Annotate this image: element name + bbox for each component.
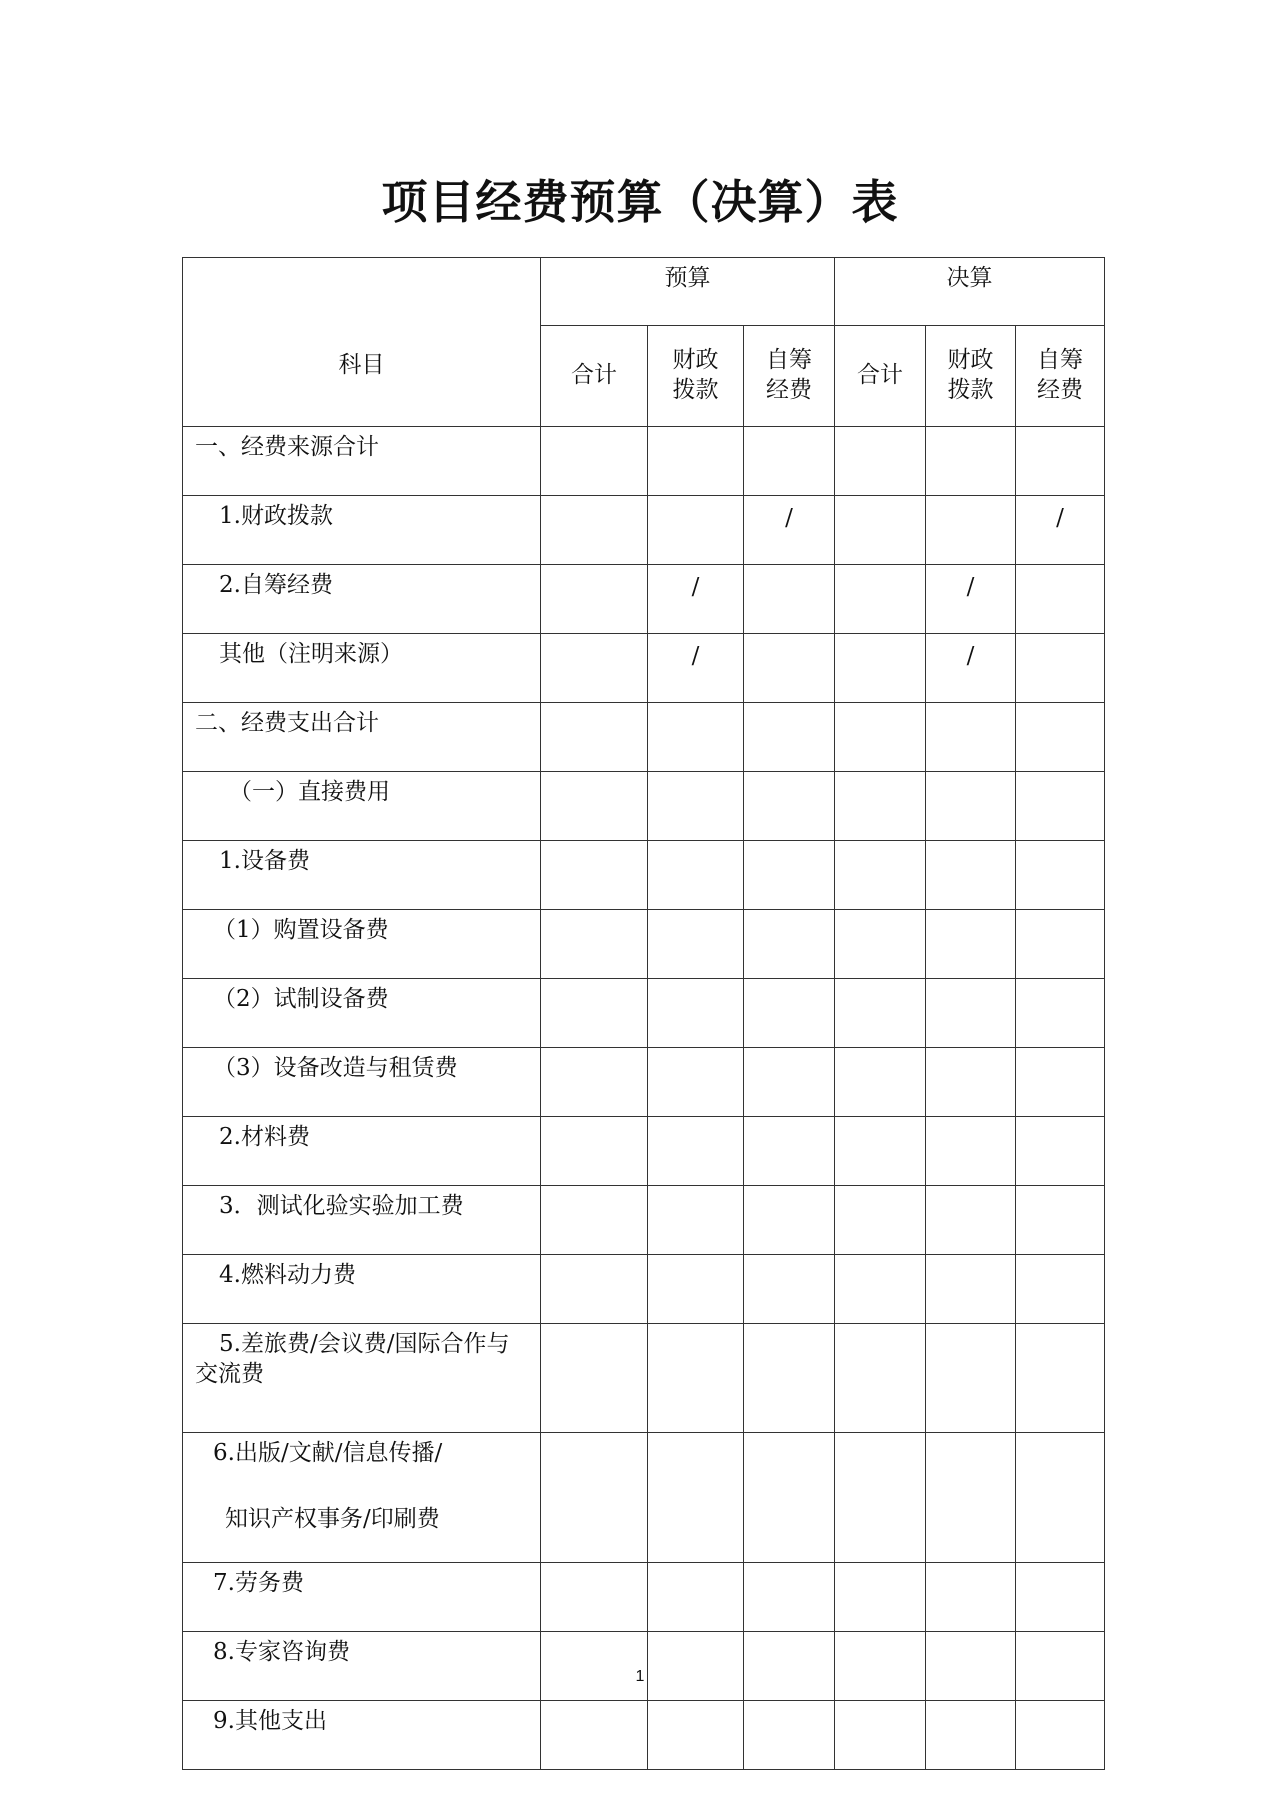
header-budget-total: 合计 xyxy=(541,326,648,427)
cell-input[interactable] xyxy=(541,1701,648,1770)
cell-input[interactable] xyxy=(648,1632,744,1701)
cell-input[interactable] xyxy=(1016,1117,1105,1186)
cell-input[interactable] xyxy=(541,496,648,565)
cell-input[interactable] xyxy=(835,634,926,703)
cell-input[interactable] xyxy=(926,1048,1016,1117)
cell-input[interactable] xyxy=(744,703,835,772)
header-budget-self: 自筹 经费 xyxy=(744,326,835,427)
row-label: 3．测试化验实验加工费 xyxy=(183,1186,541,1255)
row-label: 5.差旅费/会议费/国际合作与交流费 xyxy=(183,1324,541,1433)
cell-input[interactable] xyxy=(648,841,744,910)
row-label: （一）直接费用 xyxy=(183,772,541,841)
header-final-self: 自筹 经费 xyxy=(1016,326,1105,427)
cell-input[interactable] xyxy=(744,772,835,841)
table-row xyxy=(183,1563,1105,1632)
row-label: 7.劳务费 xyxy=(183,1563,541,1632)
cell-input[interactable] xyxy=(648,1433,744,1563)
row-label: （3）设备改造与租赁费 xyxy=(183,1048,541,1117)
row-label xyxy=(183,1433,541,1563)
page-title: 项目经费预算（决算）表 xyxy=(381,175,899,229)
header-subject: 科目 xyxy=(183,258,541,427)
cell-input[interactable] xyxy=(835,772,926,841)
header-budget-fiscal: 财政 拨款 xyxy=(648,326,744,427)
table-row xyxy=(183,1117,1105,1186)
cell-input[interactable] xyxy=(835,1048,926,1117)
cell-input[interactable] xyxy=(835,841,926,910)
cell-input[interactable] xyxy=(1016,1186,1105,1255)
cell-input[interactable] xyxy=(648,1324,744,1433)
row-label: 一、经费来源合计 xyxy=(183,427,541,496)
cell-input[interactable] xyxy=(1016,910,1105,979)
cell-input[interactable] xyxy=(744,841,835,910)
table-row xyxy=(183,1701,1105,1770)
cell-input[interactable] xyxy=(744,1324,835,1433)
cell-na-mark: / xyxy=(744,496,835,565)
row-label: 其他（注明来源） xyxy=(183,634,541,703)
cell-input[interactable] xyxy=(648,910,744,979)
table-row xyxy=(183,634,1105,703)
cell-input[interactable] xyxy=(926,1255,1016,1324)
cell-input[interactable] xyxy=(541,1186,648,1255)
cell-input[interactable] xyxy=(926,1701,1016,1770)
cell-input[interactable] xyxy=(926,1117,1016,1186)
cell-input[interactable] xyxy=(1016,1701,1105,1770)
cell-input[interactable] xyxy=(541,703,648,772)
row-label: （2）试制设备费 xyxy=(183,979,541,1048)
table-row xyxy=(183,1433,1105,1563)
row-label-line1: 6.出版/文献/信息传播/ xyxy=(213,1440,443,1466)
table-row xyxy=(183,496,1105,565)
cell-input[interactable] xyxy=(541,1255,648,1324)
table-row xyxy=(183,427,1105,496)
cell-input[interactable] xyxy=(1016,1255,1105,1324)
cell-input[interactable] xyxy=(744,634,835,703)
cell-input[interactable] xyxy=(648,1048,744,1117)
cell-input[interactable] xyxy=(1016,1563,1105,1632)
cell-input[interactable] xyxy=(541,1433,648,1563)
cell-input[interactable] xyxy=(744,910,835,979)
cell-input[interactable] xyxy=(835,1632,926,1701)
row-label: 1.设备费 xyxy=(183,841,541,910)
cell-na-mark: / xyxy=(1016,496,1105,565)
cell-input[interactable] xyxy=(648,427,744,496)
page-number: 1 xyxy=(635,1668,645,1685)
cell-input[interactable] xyxy=(835,1433,926,1563)
cell-input[interactable] xyxy=(835,910,926,979)
cell-input[interactable] xyxy=(541,979,648,1048)
cell-input[interactable] xyxy=(835,1563,926,1632)
row-label: 2.自筹经费 xyxy=(183,565,541,634)
cell-input[interactable] xyxy=(835,1701,926,1770)
cell-input[interactable] xyxy=(541,565,648,634)
cell-input[interactable] xyxy=(926,1186,1016,1255)
cell-input[interactable] xyxy=(1016,427,1105,496)
cell-input[interactable] xyxy=(926,910,1016,979)
cell-input[interactable] xyxy=(541,1632,648,1701)
cell-input[interactable] xyxy=(835,979,926,1048)
table-row xyxy=(183,1048,1105,1117)
table-row xyxy=(183,703,1105,772)
cell-input[interactable] xyxy=(835,703,926,772)
cell-input[interactable] xyxy=(835,427,926,496)
row-label: 4.燃料动力费 xyxy=(183,1255,541,1324)
cell-input[interactable] xyxy=(744,1048,835,1117)
table-row xyxy=(183,772,1105,841)
cell-input[interactable] xyxy=(1016,634,1105,703)
header-final-total: 合计 xyxy=(835,326,926,427)
cell-input[interactable] xyxy=(541,910,648,979)
cell-input[interactable] xyxy=(926,1563,1016,1632)
cell-input[interactable] xyxy=(926,427,1016,496)
cell-input[interactable] xyxy=(744,979,835,1048)
header-budget: 预算 xyxy=(541,258,835,326)
cell-input[interactable] xyxy=(1016,841,1105,910)
cell-input[interactable] xyxy=(648,1701,744,1770)
table-row xyxy=(183,565,1105,634)
cell-input[interactable] xyxy=(835,1117,926,1186)
cell-input[interactable] xyxy=(835,496,926,565)
cell-na-mark: / xyxy=(648,565,744,634)
cell-input[interactable] xyxy=(541,1563,648,1632)
cell-input[interactable] xyxy=(1016,1048,1105,1117)
cell-input[interactable] xyxy=(648,1186,744,1255)
cell-input[interactable] xyxy=(926,1324,1016,1433)
cell-input[interactable] xyxy=(648,979,744,1048)
cell-input[interactable] xyxy=(926,1632,1016,1701)
header-final: 决算 xyxy=(835,258,1105,326)
cell-input[interactable] xyxy=(926,496,1016,565)
cell-na-mark: / xyxy=(648,634,744,703)
table-row xyxy=(183,1186,1105,1255)
cell-input[interactable] xyxy=(648,1255,744,1324)
cell-input[interactable] xyxy=(926,1433,1016,1563)
cell-input[interactable] xyxy=(541,427,648,496)
cell-input[interactable] xyxy=(1016,772,1105,841)
cell-input[interactable] xyxy=(541,841,648,910)
cell-input[interactable] xyxy=(648,772,744,841)
cell-input[interactable] xyxy=(1016,979,1105,1048)
cell-input[interactable] xyxy=(541,772,648,841)
cell-input[interactable] xyxy=(1016,1324,1105,1433)
cell-input[interactable] xyxy=(1016,1433,1105,1563)
cell-input[interactable] xyxy=(1016,565,1105,634)
cell-input[interactable] xyxy=(744,565,835,634)
cell-input[interactable] xyxy=(926,703,1016,772)
table-row xyxy=(183,841,1105,910)
cell-input[interactable] xyxy=(744,1255,835,1324)
row-label: （1）购置设备费 xyxy=(183,910,541,979)
table-row xyxy=(183,979,1105,1048)
cell-input[interactable] xyxy=(744,427,835,496)
row-label: 2.材料费 xyxy=(183,1117,541,1186)
cell-input[interactable] xyxy=(835,565,926,634)
cell-input[interactable] xyxy=(744,1632,835,1701)
cell-input[interactable] xyxy=(744,1433,835,1563)
table-row xyxy=(183,1632,1105,1701)
cell-input[interactable] xyxy=(648,1117,744,1186)
cell-input[interactable] xyxy=(648,1563,744,1632)
cell-input[interactable] xyxy=(835,1324,926,1433)
cell-input[interactable] xyxy=(541,1048,648,1117)
row-label: 二、经费支出合计 xyxy=(183,703,541,772)
row-label: 8.专家咨询费 xyxy=(183,1632,541,1701)
cell-input[interactable] xyxy=(648,496,744,565)
header-final-fiscal: 财政 拨款 xyxy=(926,326,1016,427)
cell-input[interactable] xyxy=(541,634,648,703)
table-row xyxy=(183,1255,1105,1324)
cell-input[interactable] xyxy=(835,1255,926,1324)
cell-input[interactable] xyxy=(1016,1632,1105,1701)
cell-input[interactable] xyxy=(1016,703,1105,772)
cell-input[interactable] xyxy=(648,703,744,772)
cell-input[interactable] xyxy=(541,1117,648,1186)
cell-input[interactable] xyxy=(926,772,1016,841)
cell-input[interactable] xyxy=(744,1701,835,1770)
row-label-line2: 知识产权事务/印刷费 xyxy=(225,1505,440,1532)
cell-input[interactable] xyxy=(835,1186,926,1255)
cell-input[interactable] xyxy=(541,1324,648,1433)
cell-input[interactable] xyxy=(926,979,1016,1048)
cell-input[interactable] xyxy=(744,1563,835,1632)
table-row xyxy=(183,910,1105,979)
row-label: 1.财政拨款 xyxy=(183,496,541,565)
budget-table xyxy=(182,257,1105,1770)
row-label: 9.其他支出 xyxy=(183,1701,541,1770)
cell-input[interactable] xyxy=(744,1186,835,1255)
table-row xyxy=(183,1324,1105,1433)
cell-na-mark: / xyxy=(926,565,1016,634)
cell-na-mark: / xyxy=(926,634,1016,703)
cell-input[interactable] xyxy=(744,1117,835,1186)
cell-input[interactable] xyxy=(926,841,1016,910)
